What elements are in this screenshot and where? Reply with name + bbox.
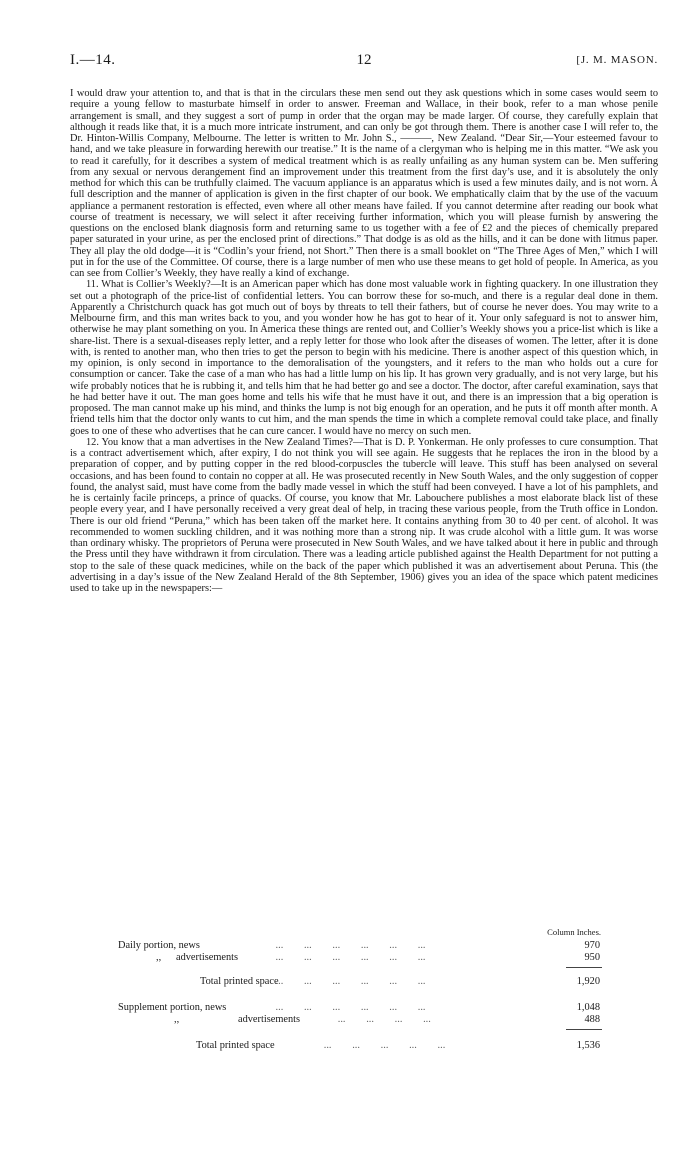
total-rule xyxy=(566,967,602,968)
body-text xyxy=(70,88,658,594)
leader-dots: ... ... ... ... ... xyxy=(316,1040,446,1051)
paragraph: I would draw your attention to, and that is that in the circulars these men send out they ask questions which in some cases would seem to require a young fellow to masturbate himself in order to answer. Freeman and Wallace, in their book, refer to a man whose penile arrangement is small, and they suggest a sort of pump in order that the organ may be made larger. Of course, they carefully explain that although it reads like that, it is a much more intricate instrument, and can only be got through them. There is another case I will refer to, the Dr. Hinton-Willis Company, Melbourne. The letter is written to Mr. John S., ———, New Zealand. “Dear Sir,—Your esteemed favour to hand, and we take pleasure in forwarding herewith our treatise.” It is the name of a clergyman who is helping me in this matter. “We ask you to read it carefully, for it describes a system of medical treatment which is as really unfailing as any human system can be. Men suffering from any sexual or nervous derangement find an improvement under this treatment from the first day’s use, and it is absolutely the only method for which this can be truthfully claimed. The vacuum appliance is an apparatus which is used a few minutes daily, and is not worn. A full description and the manner of application is given in the first chapter of our book. We emphatically claim that by the use of the vacuum appliance a permanent restoration is effected, even where all other means have failed. If you cannot determine after reading our book what course of treatment is necessary, we will select it after receiving further information, which you will please furnish by answering the questions on the enclosed blank diagnosis form and returning same to us together with a fee of £2 and the pieces of chemically prepared paper saturated in your urine, as per the enclosed print of directions.” That dodge is as old as the hills, and it can be done with litmus paper. They all play the old dodge—it is “Codlin’s your friend, not Short.” Then there is a small booklet on “The Three Ages of Men,” which I will put in for the use of the Committee. Of course, there is a large number of men who use these means to get hold of people. In America, as you can see from Collier’s Weekly, they have really a kind of exchange. xyxy=(70,88,658,279)
header-witness-name: [J. M. MASON. xyxy=(576,54,658,66)
ditto-mark: ,, xyxy=(174,1014,180,1025)
row-label: Supplement portion, news xyxy=(118,1002,227,1013)
paragraph: 12. You know that a man advertises in the New Zealand Times?—That is D. P. Yonkerman. He only professes to cure consumption. That is a contract advertisement which, after expiry, I do not think you will see again. He suggests that he replaces the iron in the blood by a preparation of copper, and by putting copper in the red blood-corpuscles the tubercle will leave. This stuff has been analysed on several occasions, and has been found to contain no copper at all. He was prosecuted recently in New South Wales, and the only suggestion of copper found, the analyst said, must have come from the badly made vessel in which the stuff had been conveyed. I have a lot of his pamphlets, and he is certainly facile princeps, a prince of quacks. Of course, you know that Mr. Labouchere publishes a most elaborate black list of these people every year, and I have personally received a very great deal of help, in tracing these various people, from the Truth office in London. There is our old friend “Peruna,” which has been taken off the market here. It contains anything from 30 to 40 per cent. of alcohol. It was recommended to women suckling children, and it was nothing more than a strong nip. It was crude alcohol with a little gum. It was worse than ordinary whisky. The proprietors of Peruna were prosecuted in New South Wales, and we have talked about it here in public and through the Press until they have withdrawn it from circulation. There was a leading article published against the Health Department for not putting a stop to the sale of these quack medicines, while on the back of the paper which published it was an advertisement about Peruna. This (the advertising in a day’s issue of the New Zealand Herald of the 8th September, 1906) gives you an idea of the space which patent medicines used to take up in the newspapers:— xyxy=(70,436,658,594)
row-value: 970 xyxy=(584,940,600,951)
table-row xyxy=(70,1002,658,1014)
leader-dots: ... ... ... ... ... ... xyxy=(260,952,426,963)
row-value: 950 xyxy=(584,952,600,963)
leader-dots: ... ... ... ... xyxy=(330,1014,431,1025)
paragraph: 11. What is Collier’s Weekly?—It is an American paper which has done most valuable work in fighting quackery. In one illustration they set out a photograph of the price-list of confidential letters. You can borrow these for so-much, and there is a regular deal done in them. Apparently a Christchurch quack has got much out of boys by threats to tell their fathers, but of course he never does. You may write to a Melbourne firm, and this man writes back to you, and you wonder how he has got to hear of it. Your only safeguard is not to answer him, otherwise he may plant something on you. In America these things are rented out, and Collier’s Weekly shows you a price-list which is like a share-list. There is a sexual-diseases reply letter, and a reply letter for those who look after the diseases of women. The letter, after it is done with, is rented to another man, who then tries to get the person to begin with his medicine. There is another aspect of this question which, in my opinion, is only second in importance to the demoralisation of the youngsters, and it refers to the man who holds out a cure for consumption or cancer. Take the case of a man who has had a little lump on his lip. It has grown very gradually, and is not very large, but his wife probably notices that he is rubbing it, and tells him that he had better go and see a doctor. The doctor, after careful examination, says that he had better have it out. The man goes home and tells his wife that he must have it out, and there is an impression that a big operation is proposed. The man cannot make up his mind, and thinks the lump is not big enough for an operation, and he puts it off month after month. A friend tells him that the doctor only wants to cut him, and the man spends the time in which a complete removal could take place, and finally goes to one of these who advertises that he can cure cancer. I would have no mercy on such men. xyxy=(70,279,658,437)
row-value: 1,048 xyxy=(576,1002,600,1013)
row-label: Total printed space xyxy=(200,976,279,987)
header-document-reference: I.—14. xyxy=(70,52,116,68)
table-row-total xyxy=(70,976,658,988)
ditto-mark: ,, xyxy=(156,952,162,963)
leader-dots: ... ... ... ... ... ... xyxy=(260,976,426,987)
row-value: 1,920 xyxy=(576,976,600,987)
page-number: 12 xyxy=(356,52,372,68)
leader-dots: ... ... ... ... ... ... xyxy=(260,1002,426,1013)
table-column-header: Column Inches. xyxy=(547,927,601,937)
table-row xyxy=(70,952,658,964)
table-row-total xyxy=(70,1040,658,1052)
table-row xyxy=(70,940,658,952)
row-label: Total printed space xyxy=(196,1040,275,1051)
leader-dots: ... ... ... ... ... ... xyxy=(260,940,426,951)
row-label: Daily portion, news xyxy=(118,940,200,951)
total-rule xyxy=(566,1029,602,1030)
table-row xyxy=(70,1014,658,1026)
row-sublabel: advertisements xyxy=(238,1014,301,1025)
row-value: 488 xyxy=(584,1014,600,1025)
row-sublabel: advertisements xyxy=(176,952,239,963)
row-value: 1,536 xyxy=(576,1040,600,1051)
page-header xyxy=(70,52,658,76)
